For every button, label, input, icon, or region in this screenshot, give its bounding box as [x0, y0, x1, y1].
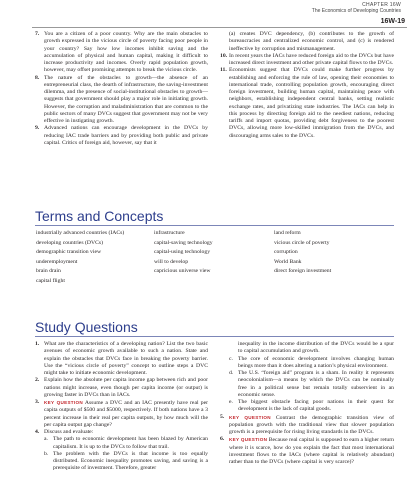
summary-item-9-cont	[220, 31, 394, 53]
question-number: 2.	[35, 377, 40, 384]
terms-heading: Terms and Concepts	[35, 208, 164, 224]
question-number: 5.	[220, 413, 225, 420]
item-text: The nature of the obstacles to growth—the absence of an entrepreneurial class, the dearth of infrastructure, the saving-investment dilemma, and the presence of social-institutional obstacles to growth—suggests that government should play a major role in initiating growth. However, the corruption and maladministration that are common to the public sectors of many DVCs suggest that government may not be very effective in instigating growth.	[44, 74, 208, 124]
question-4-part-e	[229, 399, 394, 414]
chapter-title: The Economics of Developing Countries	[311, 8, 401, 14]
question-4	[35, 429, 208, 473]
question-text: What are the characteristics of a developing nation? List the two basic avenues of economic growth available to such a nation. State and explain the obstacles that DVCs face in breaking the poverty barrier. Use the “vicious circle of poverty” concept to outline steps a DVC might take to initiate economic development.	[44, 341, 208, 376]
summary-item-9	[35, 125, 208, 147]
summary-item-11	[220, 67, 394, 140]
summary-item-10	[220, 53, 394, 68]
question-4-part-d	[229, 370, 394, 399]
part-text: inequality in the income distribution of the DVCs would be a spur to capital accumulation and growth.	[238, 341, 394, 355]
study-questions-rule	[35, 336, 394, 337]
item-text: Advanced nations can encourage development in the DVCs by reducing IAC trade barriers and by providing both public and private capital. Critics of foreign aid, however, say that it	[44, 125, 208, 146]
chapter-label: CHAPTER 16W	[362, 2, 401, 8]
summary-left-column	[35, 31, 208, 147]
terms-column-1	[36, 229, 124, 287]
part-text: The problem with the DVCs is that income is too equally distributed. Economic inequality promotes saving, and saving is a prerequisite of investment. Therefore, greater	[53, 450, 208, 472]
part-text: The core of economic development involves changing human beings more than it does altering a nation’s physical environment.	[238, 355, 394, 369]
question-number: 3.	[35, 399, 40, 405]
question-text: Assume a DVC and an IAC presently have real per capita outputs of $500 and $5000, respectively. If both nations have a 3 percent increase in their real per capita outputs, by how much will the per capita output gap change?	[44, 400, 208, 428]
question-4-cont	[220, 341, 394, 414]
question-4-part-b	[44, 451, 208, 473]
term: demographic transition view	[36, 249, 102, 256]
page-number: 16W-19	[380, 18, 405, 25]
term: brain drain	[36, 268, 61, 275]
part-text: The U.S. “foreign aid” program is a sham. In reality it represents neocolonialism—a means by which the DVCs can be nominally free in a political sense but remain totally subservient in an economic sense.	[238, 370, 394, 398]
term: land reform	[274, 230, 301, 236]
question-2	[35, 377, 208, 399]
question-number: 1.	[35, 341, 40, 347]
terms-column-3	[274, 229, 331, 277]
question-text: Contrast the demographic transition view of population growth with the traditional view that slower population growth is a prerequisite for rising living standards in the DVCs.	[229, 414, 394, 435]
term: vicious circle of poverty	[274, 239, 330, 246]
item-text: Economists suggest that DVCs could make further progress by establishing and enforcing the rule of law, opening their economies to international trade, controlling population growth, encouraging direct foreign investment, building human capital, maintaining peace with neighbors, establishing independent central banks, setting realistic exchange rates, and privatizing state industries. The IACs can help in this process by directing foreign aid to the neediest nations, reducing tariffs and import quotas, providing debt forgiveness to the poorest DVCs, allowing more low-skilled immigration from the DVCs, and discouraging arms sales to the DVCs.	[229, 67, 394, 139]
key-question-label: KEY QUESTION	[44, 400, 83, 405]
term: capital-saving technology	[154, 239, 213, 246]
part-text: The path to economic development has been blazed by American capitalism. It is up to the DVCs to follow that trail.	[53, 436, 208, 450]
item-text: In recent years the IACs have reduced foreign aid to the DVCs but have increased direct investment and other private capital flows to the DVCs.	[229, 52, 394, 66]
term: capricious universe view	[154, 268, 211, 275]
term: corruption	[274, 249, 298, 256]
questions-left-column	[35, 341, 208, 473]
item-number: 7.	[35, 31, 40, 37]
running-header	[312, 2, 401, 14]
item-text: (a) creates DVC dependency, (b) contributes to the growth of bureaucracies and centralized economic control, and (c) is rendered ineffective by corruption and mismanagement.	[229, 31, 394, 52]
terms-rule	[35, 225, 394, 226]
question-text: Explain how the absolute per capita income gap between rich and poor nations might increase, even though per capita income (or output) is growing faster in DVCs than in IACs.	[44, 377, 208, 398]
key-question-label: KEY QUESTION	[229, 437, 268, 443]
term: industrially advanced countries (IACs)	[36, 230, 125, 236]
question-4-part-b-cont	[229, 341, 394, 356]
term: World Bank	[274, 258, 302, 265]
summary-right-column	[220, 31, 394, 140]
question-3	[35, 399, 208, 429]
question-1	[35, 341, 208, 377]
question-number: 4.	[35, 429, 40, 435]
part-letter: a.	[44, 436, 48, 443]
part-text: The biggest obstacle facing poor nations in their quest for development is the lack of capital goods.	[238, 399, 394, 413]
term: underemployment	[36, 258, 78, 265]
item-number: 9.	[35, 125, 40, 132]
term: developing countries (DVCs)	[36, 239, 103, 246]
header-rule	[32, 27, 407, 28]
item-number: 11.	[220, 67, 227, 74]
term: capital flight	[36, 277, 65, 284]
terms-column-2	[154, 229, 213, 277]
term: direct foreign investment	[274, 268, 332, 275]
question-4-part-c	[229, 356, 394, 371]
question-number: 6.	[220, 436, 225, 443]
key-question-label: KEY QUESTION	[229, 414, 271, 420]
term: capital-using technology	[154, 249, 211, 256]
question-6	[220, 436, 394, 466]
part-letter: d.	[229, 370, 234, 376]
study-questions-heading: Study Questions	[35, 319, 138, 335]
item-number: 10.	[220, 52, 228, 59]
item-text: You are a citizen of a poor country. Why are the main obstacles to growth expressed in the vicious circle of poverty facing poor people in your country? Say how low incomes inhibit saving and the accumulation of physical and human capital, making it difficult to increase productivity and incomes. Overly rapid population growth, however, may offset promising attempts to break the vicious circle.	[44, 31, 208, 74]
part-letter: b.	[44, 450, 49, 457]
question-text: Discuss and evaluate:	[44, 429, 94, 435]
part-letter: e.	[229, 399, 233, 405]
questions-right-column	[220, 341, 394, 466]
summary-item-8	[35, 75, 208, 126]
summary-item-7	[35, 31, 208, 75]
term: infrastructure	[154, 230, 185, 236]
term: will to develop	[154, 258, 189, 265]
question-5	[220, 414, 394, 437]
question-text: Because real capital is supposed to earn a higher return where it is scarce, how do you explain the fact that most international investment flows to the IACs (where capital is relatively abundant) rather than to the DVCs (where capital is very scarce)?	[229, 437, 395, 465]
item-number: 8.	[35, 74, 40, 81]
question-4-part-a	[44, 436, 208, 451]
part-letter: c.	[229, 355, 233, 362]
